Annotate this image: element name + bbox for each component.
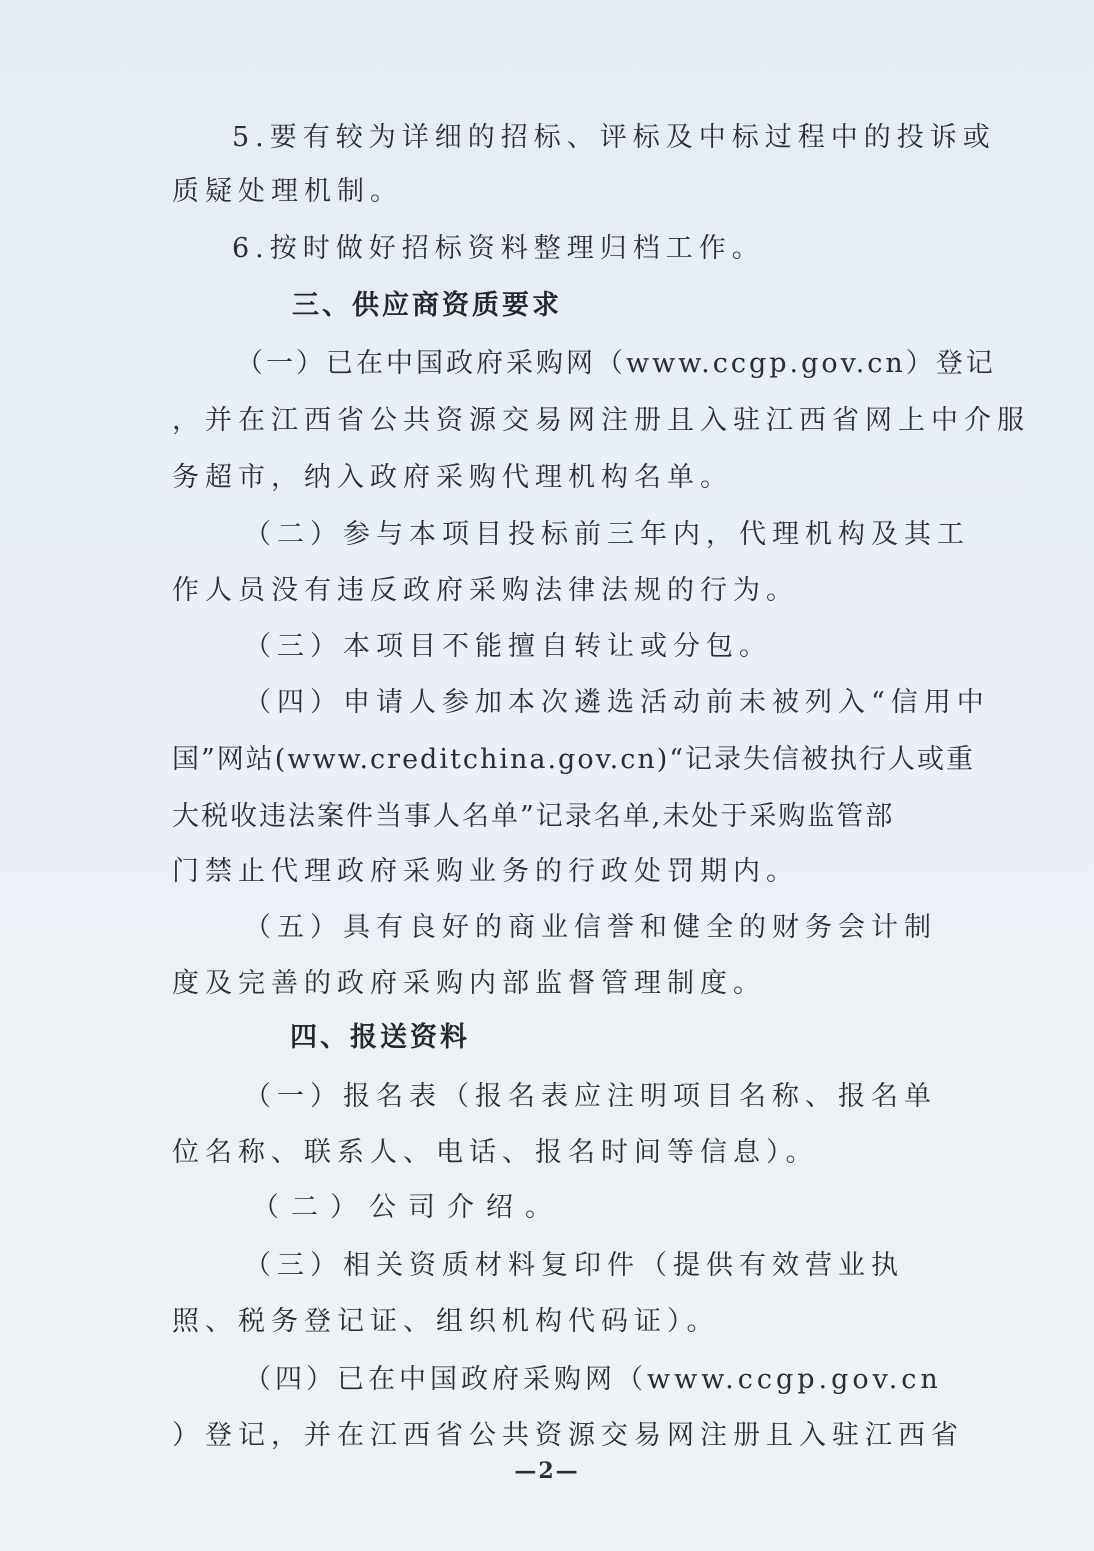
text-line: ，并在江西省公共资源交易网注册且入驻江西省网上中介服 (172, 405, 1030, 436)
text-line: （二）公司介绍。 (252, 1192, 564, 1223)
text-line: 务超市，纳入政府采购代理机构名单。 (172, 462, 733, 493)
text-line: 门禁止代理政府采购业务的行政处罚期内。 (172, 856, 799, 887)
text-line: （四）已在中国政府采购网（www.ccgp.gov.cn (244, 1364, 942, 1395)
text-line: （五）具有良好的商业信誉和健全的财务会计制 (244, 912, 937, 943)
page-number: —2— (514, 1458, 580, 1484)
text-line: 照、税务登记证、组织机构代码证）。 (172, 1306, 720, 1337)
text-line: （二）参与本项目投标前三年内，代理机构及其工 (244, 519, 970, 550)
text-line: （三）本项目不能擅自转让或分包。 (244, 631, 772, 662)
text-line: 5.要有较为详细的招标、评标及中标过程中的投诉或 (232, 122, 996, 153)
section-heading: 四、报送资料 (290, 1022, 470, 1053)
text-line: 大税收违法案件当事人名单”记录名单,未处于采购监管部 (172, 801, 895, 832)
text-line: 质疑处理机制。 (172, 176, 403, 207)
text-line: 位名称、联系人、电话、报名时间等信息）。 (172, 1137, 819, 1168)
text-line: 作人员没有违反政府采购法律法规的行为。 (172, 575, 799, 606)
text-line: 6.按时做好招标资料整理归档工作。 (232, 233, 765, 264)
text-line: （四）申请人参加本次遴选活动前未被列入“信用中 (244, 687, 990, 718)
text-line: （一）已在中国政府采购网（www.ccgp.gov.cn）登记 (236, 348, 996, 379)
text-line: （三）相关资质材料复印件（提供有效营业执 (244, 1250, 904, 1281)
text-line: ）登记，并在江西省公共资源交易网注册且入驻江西省 (172, 1420, 964, 1451)
text-line: 度及完善的政府采购内部监督管理制度。 (172, 968, 766, 999)
text-line: 国”网站(www.creditchina.gov.cn)“记录失信被执行人或重 (172, 744, 976, 775)
section-heading: 三、供应商资质要求 (292, 290, 562, 321)
text-line: （一）报名表（报名表应注明项目名称、报名单 (244, 1081, 937, 1112)
